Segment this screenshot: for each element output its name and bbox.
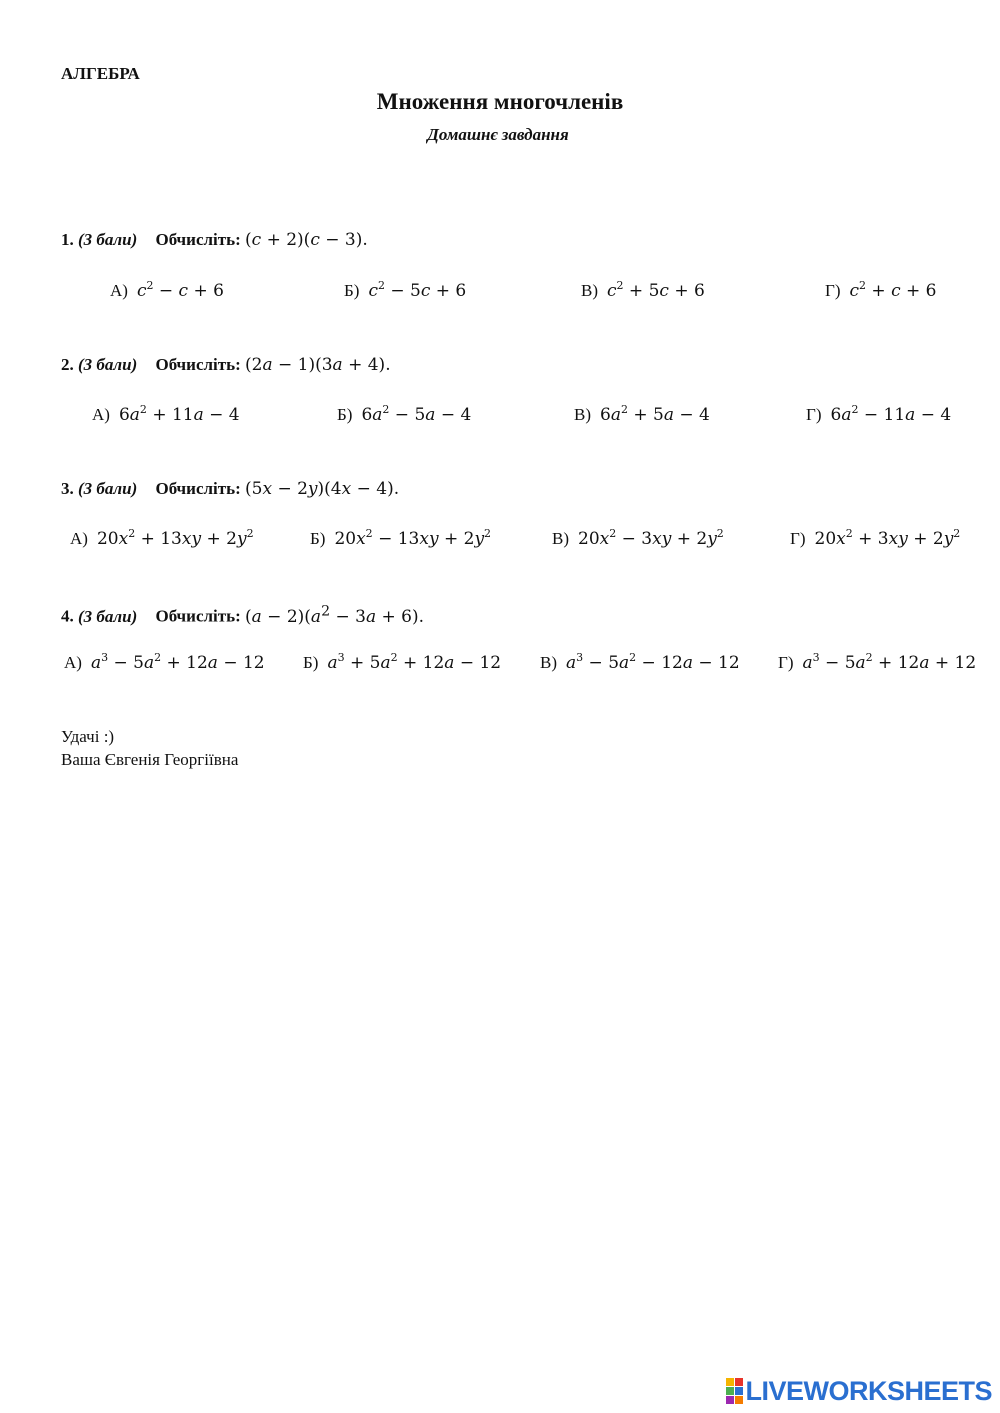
footer-signature: Ваша Євгенія Георгіївна [61, 750, 239, 769]
page-title: Множення многочленів [376, 89, 624, 114]
question-label: Обчисліть: [155, 606, 241, 626]
q2-option-c [574, 405, 710, 425]
option-letter: Г) [825, 281, 841, 300]
subject-heading: АЛГЕБРА [61, 64, 140, 83]
option-letter: А) [64, 653, 82, 672]
option-letter: А) [110, 281, 128, 300]
q3-option-c [552, 529, 724, 549]
page-subtitle: Домашнє завдання [427, 125, 569, 144]
option-text: $a^3 - 5a^2 + 12a - 12$ [90, 651, 265, 673]
option-letter: Г) [790, 529, 806, 548]
q4-option-a [64, 653, 265, 673]
logo-block [726, 1378, 734, 1386]
q2-option-a [92, 405, 240, 425]
option-letter: Г) [778, 653, 794, 672]
option-text: $20x^2 - 3xy + 2y^2$ [578, 527, 724, 549]
option-letter: Б) [337, 405, 353, 424]
question-number: 3. [61, 479, 74, 498]
question-points: (3 бали) [78, 479, 138, 498]
logo-block [726, 1387, 734, 1395]
question-3 [61, 479, 399, 499]
option-text: $c^2 - c + 6$ [136, 279, 224, 301]
question-4 [61, 603, 424, 627]
option-letter: Б) [344, 281, 360, 300]
question-label: Обчисліть: [155, 230, 241, 249]
option-letter: А) [70, 529, 88, 548]
q3-option-d [790, 529, 960, 549]
question-label: Обчисліть: [155, 479, 241, 498]
q3-option-a [70, 529, 254, 549]
option-text: $c^2 + c + 6$ [849, 279, 937, 301]
option-text: $6a^2 + 5a - 4$ [600, 403, 710, 425]
option-text: $20x^2 - 13xy + 2y^2$ [334, 527, 492, 549]
option-text: $20x^2 + 13xy + 2y^2$ [96, 527, 254, 549]
question-points: (3 бали) [78, 606, 138, 626]
question-1 [61, 230, 368, 250]
q2-option-b [337, 405, 471, 425]
option-letter: В) [552, 529, 569, 548]
q1-option-b [344, 281, 466, 301]
q1-option-a [110, 281, 224, 301]
logo-block [735, 1387, 743, 1395]
option-text: $6a^2 - 11a - 4$ [830, 403, 952, 425]
question-points: (3 бали) [78, 355, 138, 374]
option-letter: Г) [806, 405, 822, 424]
q3-option-b [310, 529, 491, 549]
option-letter: А) [92, 405, 110, 424]
option-text: $a^3 - 5a^2 - 12a - 12$ [566, 651, 740, 673]
option-letter: В) [574, 405, 591, 424]
q4-option-b [303, 653, 501, 673]
footer-wish: Удачі :) [61, 727, 115, 746]
logo-block [735, 1396, 743, 1404]
question-expression: $(a - 2)(a^2 - 3a + 6)$. [245, 603, 424, 627]
question-number: 4. [61, 606, 74, 626]
option-letter: Б) [310, 529, 326, 548]
question-label: Обчисліть: [155, 355, 241, 374]
q1-option-c [581, 281, 705, 301]
option-letter: Б) [303, 653, 319, 672]
q1-option-d [825, 281, 937, 301]
option-letter: В) [540, 653, 557, 672]
question-2 [61, 355, 391, 375]
logo-block [735, 1378, 743, 1386]
option-text: $20x^2 + 3xy + 2y^2$ [814, 527, 961, 549]
option-text: $6a^2 - 5a - 4$ [361, 403, 472, 425]
liveworksheets-logo [726, 1376, 992, 1406]
option-letter: В) [581, 281, 598, 300]
logo-wordmark: LIVEWORKSHEETS [745, 1375, 992, 1406]
option-text: $c^2 + 5c + 6$ [607, 279, 705, 301]
q2-option-d [806, 405, 951, 425]
question-expression: (c + 2)(c − 3). [245, 230, 368, 250]
q4-option-d [778, 653, 976, 673]
question-number: 1. [61, 230, 74, 249]
option-text: $a^3 - 5a^2 + 12a + 12$ [802, 651, 977, 673]
option-text: $c^2 - 5c + 6$ [368, 279, 467, 301]
logo-blocks-icon [726, 1378, 743, 1404]
option-text: $6a^2 + 11a - 4$ [118, 403, 240, 425]
question-number: 2. [61, 355, 74, 374]
logo-block [726, 1396, 734, 1404]
q4-option-c [540, 653, 740, 673]
question-expression: (5x − 2y)(4x − 4). [245, 479, 400, 499]
question-expression: (2a − 1)(3a + 4). [245, 355, 391, 375]
option-text: $a^3 + 5a^2 + 12a - 12$ [327, 651, 502, 673]
question-points: (3 бали) [78, 230, 138, 249]
